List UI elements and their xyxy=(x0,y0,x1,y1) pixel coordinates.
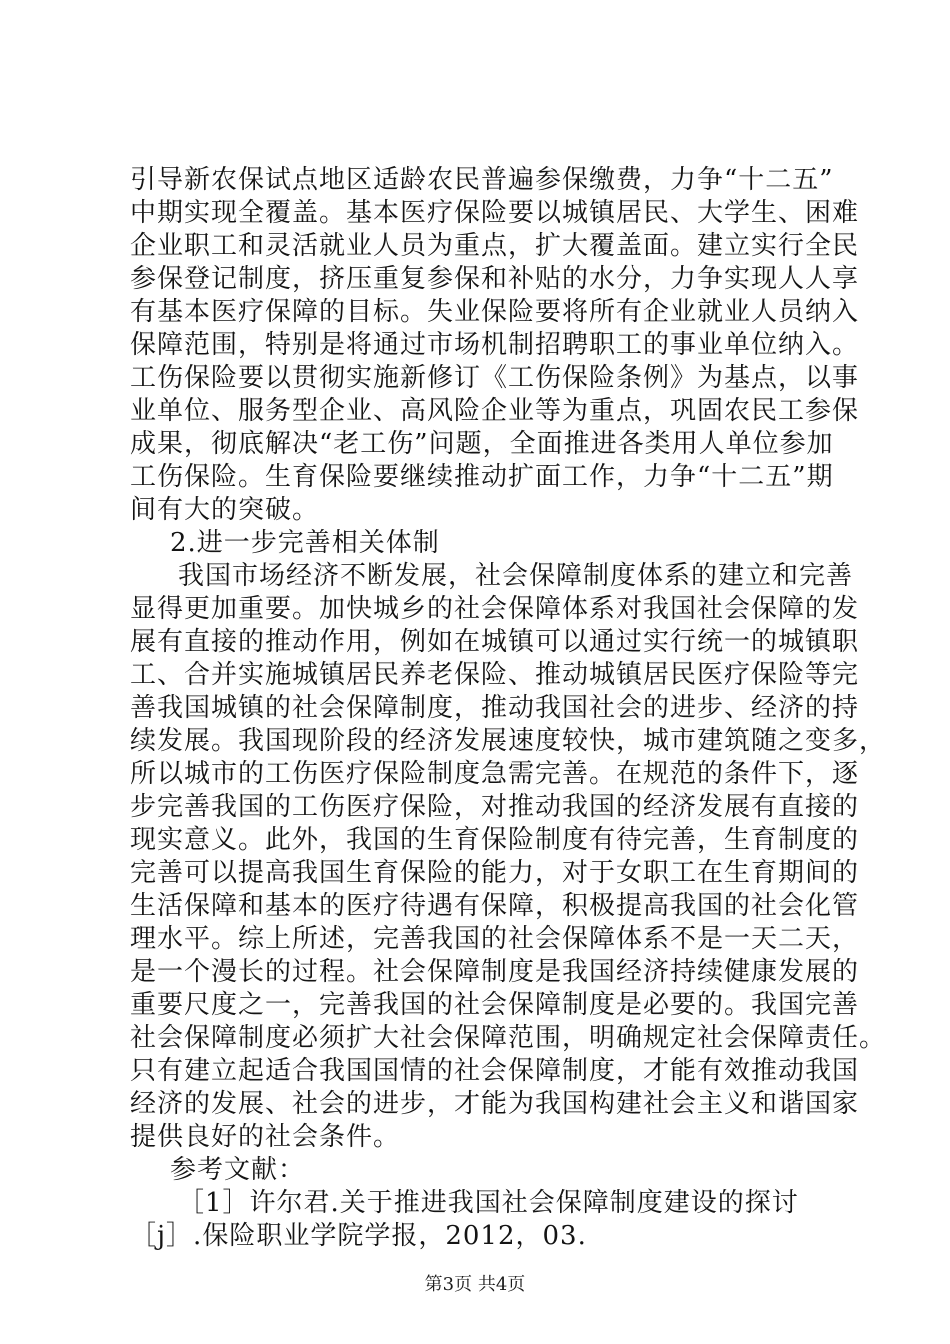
text-line: 工伤保险要以贯彻实施新修订《工伤保险条例》为基点，以事 xyxy=(130,363,860,393)
text-line: 现实意义。此外，我国的生育保险制度有待完善，生育制度的 xyxy=(130,825,860,855)
text-line: 显得更加重要。加快城乡的社会保障体系对我国社会保障的发 xyxy=(130,594,860,624)
text-line: 保障范围，特别是将通过市场机制招聘职工的事业单位纳入。 xyxy=(130,330,860,360)
text-line: 提供良好的社会条件。 xyxy=(130,1122,401,1152)
text-line: 步完善我国的工伤医疗保险，对推动我国的经济发展有直接的 xyxy=(130,792,860,822)
text-line: 业单位、服务型企业、高风险企业等为重点，巩固农民工参保 xyxy=(130,396,860,426)
text-line: 成果，彻底解决“老工伤”问题，全面推进各类用人单位参加 xyxy=(130,429,834,459)
page-footer: 第3页 共4页 xyxy=(424,1274,526,1295)
text-line: 参保登记制度，挤压重复参保和补贴的水分，力争实现人人享 xyxy=(130,264,860,294)
text-line: ［j］.保险职业学院学报，2012，03. xyxy=(130,1221,587,1251)
text-line: 理水平。综上所述，完善我国的社会保障体系不是一天二天， xyxy=(130,924,860,954)
text-line: 经济的发展、社会的进步，才能为我国构建社会主义和谐国家 xyxy=(130,1089,860,1119)
text-line: 只有建立起适合我国国情的社会保障制度，才能有效推动我国 xyxy=(130,1056,860,1086)
text-line: 2.进一步完善相关体制 xyxy=(170,528,440,558)
text-line: 续发展。我国现阶段的经济发展速度较快，城市建筑随之变多， xyxy=(130,726,887,756)
text-line: 参考文献： xyxy=(170,1155,306,1185)
text-line: 所以城市的工伤医疗保险制度急需完善。在规范的条件下，逐 xyxy=(130,759,860,789)
text-line: 引导新农保试点地区适龄农民普遍参保缴费，力争“十二五” xyxy=(130,165,834,195)
text-line: 间有大的突破。 xyxy=(130,495,320,525)
text-line: 善我国城镇的社会保障制度，推动我国社会的进步、经济的持 xyxy=(130,693,860,723)
text-line: 生活保障和基本的医疗待遇有保障，积极提高我国的社会化管 xyxy=(130,891,860,921)
text-line: 企业职工和灵活就业人员为重点，扩大覆盖面。建立实行全民 xyxy=(130,231,860,261)
text-line: 重要尺度之一，完善我国的社会保障制度是必要的。我国完善 xyxy=(130,990,860,1020)
document-body xyxy=(130,164,887,1253)
text-line: 工、合并实施城镇居民养老保险、推动城镇居民医疗保险等完 xyxy=(130,660,860,690)
text-line: ［1］许尔君.关于推进我国社会保障制度建设的探讨 xyxy=(178,1188,799,1218)
text-line: 有基本医疗保障的目标。失业保险要将所有企业就业人员纳入 xyxy=(130,297,860,327)
text-line: 社会保障制度必须扩大社会保障范围，明确规定社会保障责任。 xyxy=(130,1023,887,1053)
text-line: 我国市场经济不断发展，社会保障制度体系的建立和完善 xyxy=(178,561,854,591)
text-line: 是一个漫长的过程。社会保障制度是我国经济持续健康发展的 xyxy=(130,957,860,987)
text-line: 中期实现全覆盖。基本医疗保险要以城镇居民、大学生、困难 xyxy=(130,198,860,228)
text-line: 完善可以提高我国生育保险的能力，对于女职工在生育期间的 xyxy=(130,858,860,888)
text-line: 展有直接的推动作用，例如在城镇可以通过实行统一的城镇职 xyxy=(130,627,860,657)
text-line: 工伤保险。生育保险要继续推动扩面工作，力争“十二五”期 xyxy=(130,462,834,492)
